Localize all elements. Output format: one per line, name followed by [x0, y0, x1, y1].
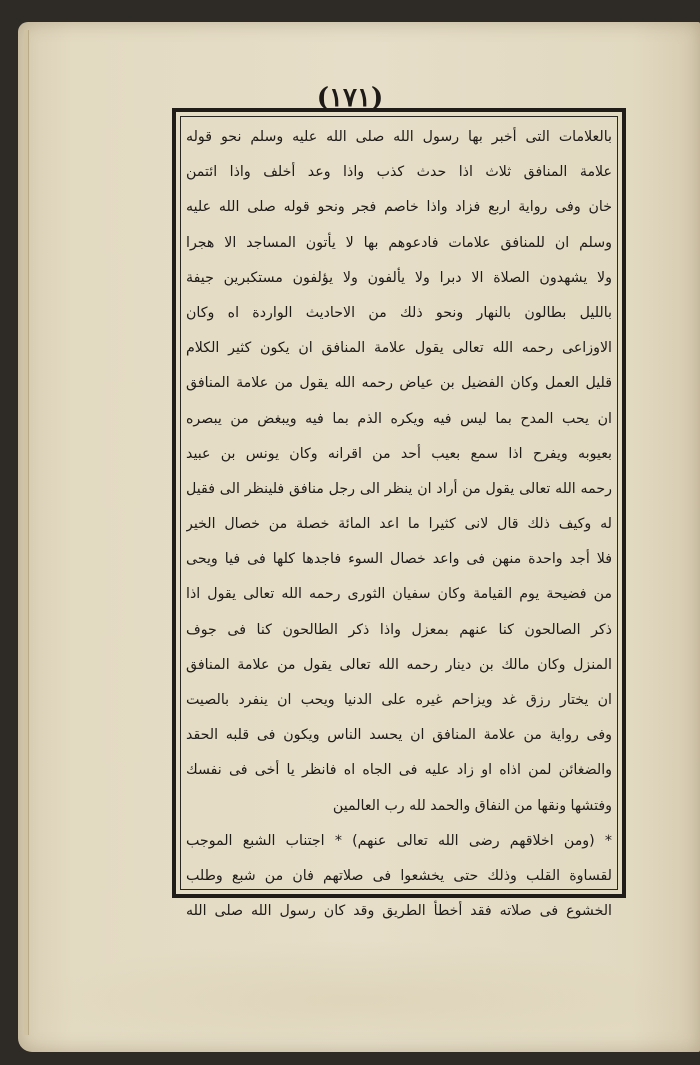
text-line: من فضيحة يوم القيامة وكان سفيان الثورى رحمه الله تعالى يقول اذا [186, 586, 612, 603]
text-line: ولا يشهدون الصلاة الا دبرا ولا يألفون ولا يؤلفون مستكبرين جيفة [186, 269, 612, 286]
text-line: والضغائن لمن اذاه او زاد عليه فى الجاه اه فانظر يا أخى فى نفسك [186, 762, 612, 779]
text-line: المنزل وكان مالك بن دينار رحمه الله تعالى يقول من علامة المنافق [186, 656, 612, 673]
body-text [186, 120, 612, 929]
text-line: قليل العمل وكان الفضيل بن عياض رحمه الله يقول من علامة المنافق [186, 375, 612, 392]
text-line: الخشوع فى صلاته فقد أخطأ الطريق وقد كان رسول الله صلى الله [186, 903, 612, 920]
text-line: الاوزاعى رحمه الله تعالى يقول علامة المنافق ان يكون كثير الكلام [186, 340, 612, 357]
text-line: ان يحب المدح بما ليس فيه ويكره الذم بما فيه ويبغض من يبصره [186, 410, 612, 427]
text-line: بالليل بطالون بالنهار ونحو ذلك من الاحاديث الواردة اه وكان [186, 304, 612, 321]
text-line: خان وفى رواية اربع فزاد واذا خاصم فجر ونحو قوله صلى الله عليه [186, 199, 612, 216]
text-line: له وكيف ذلك قال لانى كثيرا ما اعد المائة خصلة من خصال الخير [186, 516, 612, 533]
text-line: لقساوة القلب وذلك حتى يخشعوا فى صلاتهم فان من شبع وطلب [186, 867, 612, 884]
page-edge [24, 30, 29, 1035]
text-line: ان يختار رزق غد ويزاحم غيره على الدنيا ويحب ان ينفرد بالصيت [186, 692, 612, 708]
text-line: وفتشها ونقها من النفاق والحمد لله رب العالمين [332, 797, 612, 814]
text-line: علامة المنافق ثلاث اذا حدث كذب واذا وعد أخلف واذا ائتمن [186, 164, 612, 181]
page-number: (١٧١) [316, 83, 384, 113]
text-line: بالعلامات التى أخبر بها رسول الله صلى الله عليه وسلم نحو قوله [186, 129, 612, 145]
text-line: بعيوبه ويفرح اذا سمع بعيب أحد من اقرانه وكان يونس بن عبيد [186, 445, 612, 462]
text-line: فلا أجد واحدة منهن فى واعد خصال السوء فاجدها كلها فى فيا ويحى [186, 551, 612, 568]
section-heading-line: * (ومن اخلاقهم رضى الله تعالى عنهم) * اجتناب الشبع الموجب [186, 832, 612, 849]
text-line: وسلم ان للمنافق علامات فادعوهم بها لا يأتون المساجد الا هجرا [186, 234, 612, 251]
paper-stain [30, 940, 680, 1040]
text-line: وفى رواية من علامة المنافق ان يحسد الناس ويكون فى قلبه الحقد [186, 727, 612, 744]
text-line: رحمه الله تعالى يقول من أراد ان ينظر الى رجل منافق فلينظر الى فقيل [186, 480, 612, 497]
text-line: ذكر الصالحون كنا عنهم بمعزل واذا ذكر الطالحون كنا فى جوف [186, 621, 612, 638]
